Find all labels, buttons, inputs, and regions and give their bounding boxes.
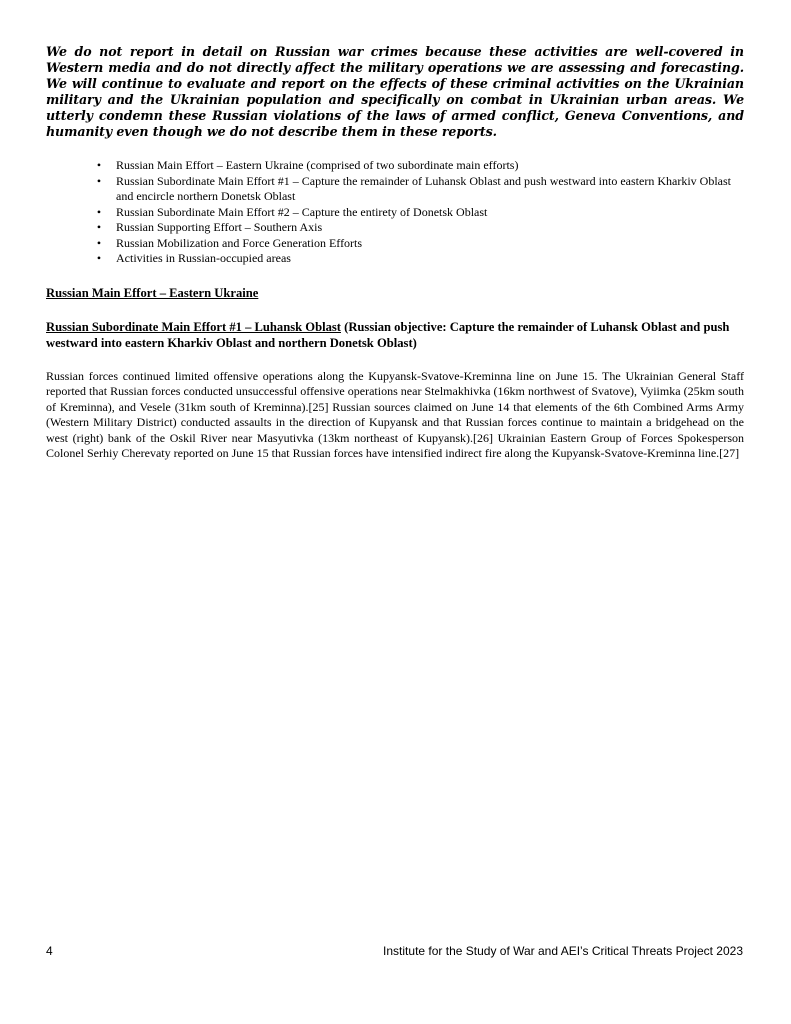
- bullet-icon: •: [96, 251, 102, 265]
- bullet-icon: •: [96, 158, 102, 172]
- bullet-icon: •: [96, 204, 102, 219]
- bullet-icon: •: [96, 235, 102, 250]
- subsection-heading: [46, 319, 744, 351]
- section-heading: Russian Main Effort – Eastern Ukraine: [46, 285, 259, 300]
- list-item: • Activities in Russian-occupied areas: [116, 251, 744, 267]
- list-item: • Russian Supporting Effort – Southern Axis: [116, 220, 744, 236]
- report-sections-list: [46, 158, 744, 267]
- list-item: • Russian Subordinate Main Effort #2 – Capture the entirety of Donetsk Oblast: [116, 205, 744, 221]
- list-item: • Russian Mobilization and Force Generation Efforts: [116, 236, 744, 252]
- list-item: • Russian Subordinate Main Effort #1 – Capture the remainder of Luhansk Oblast and push westward into eastern Kharkiv Oblast and encircle northern Donetsk Oblast: [116, 174, 744, 205]
- list-item: • Russian Main Effort – Eastern Ukraine (comprised of two subordinate main efforts): [116, 158, 744, 174]
- war-crimes-disclaimer: We do not report in detail on Russian war crimes because these activities are well-covered in Western media and do not directly affect the military operations we are assessing and forecasting. We will continue to evaluate and report on the effects of these criminal activities on the Ukrainian military and the Ukrainian population and specifically on combat in Ukrainian urban areas. We utterly condemn these Russian violations of the laws of armed conflict, Geneva Conventions, and humanity even though we do not describe them in these reports.: [46, 44, 744, 139]
- footer-organization: Institute for the Study of War and AEI’s Critical Threats Project 2023: [383, 944, 743, 958]
- subsection-title: Russian Subordinate Main Effort #1 – Luhansk Oblast: [46, 319, 341, 334]
- bullet-icon: •: [96, 220, 102, 234]
- body-paragraph: Russian forces continued limited offensive operations along the Kupyansk-Svatove-Kreminna line on June 15. The Ukrainian General Staff reported that Russian forces conducted unsuccessful offensive operations near Stelmakhivka (16km northwest of Svatove), Vyiimka (25km south of Kreminna), and Vesele (31km south of Kreminna).[25] Russian sources claimed on June 14 that elements of the 6th Combined Arms Army (Western Military District) conducted assaults in the direction of Kupyansk and that Russian forces continue to maintain a bridgehead on the west (right) bank of the Oskil River near Masyutivka (13km northeast of Kupyansk).[26] Ukrainian Eastern Group of Forces Spokesperson Colonel Serhiy Cherevaty reported on June 15 that Russian forces have intensified indirect fire along the Kupyansk-Svatove-Kreminna line.[27]: [46, 368, 744, 461]
- bullet-icon: •: [96, 173, 102, 188]
- page-content: [46, 44, 744, 462]
- page-number: 4: [46, 944, 53, 958]
- subsection-objective: (Russian objective: Capture the remainder of Luhansk Oblast and push westward into eastern Kharkiv Oblast and northern Donetsk Oblast): [46, 319, 730, 350]
